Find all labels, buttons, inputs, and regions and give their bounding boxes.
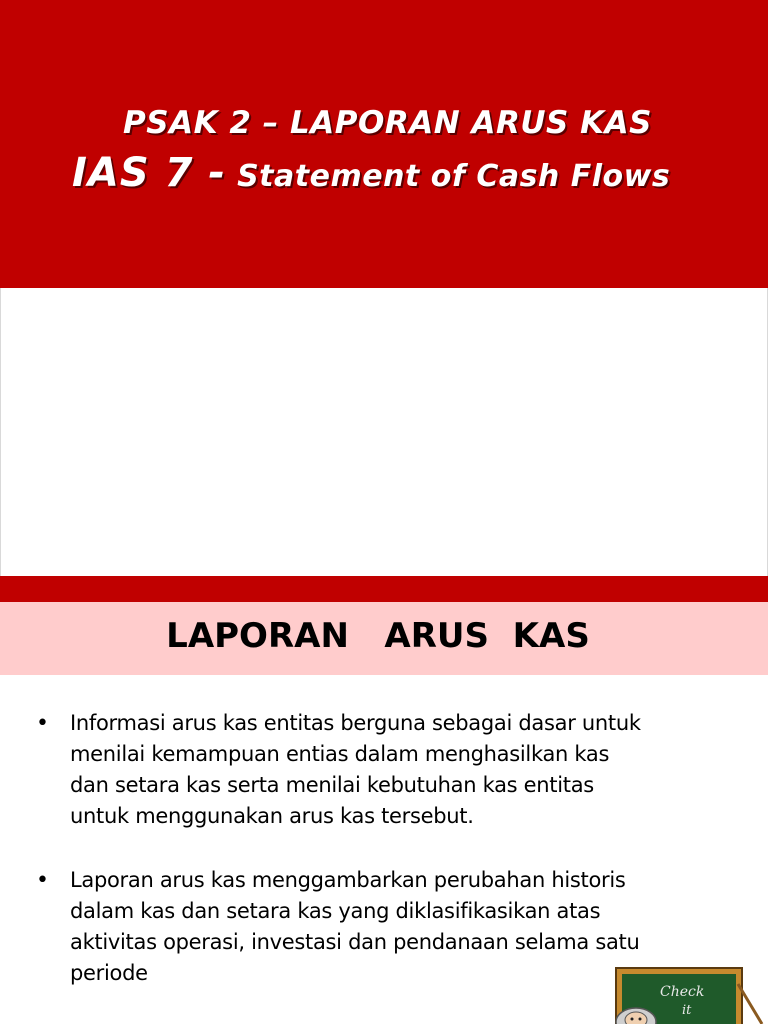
- slide-2-header: [0, 602, 768, 675]
- bullet-line: aktivitas operasi, investasi dan pendanaan selama satu: [70, 930, 640, 954]
- slide-1-content-area: [0, 288, 768, 576]
- title-ias-main: Statement of Cash Flows: [237, 159, 671, 194]
- bullet-list: [36, 708, 656, 1022]
- title-banner: [0, 0, 768, 288]
- bullet-line: periode: [70, 961, 148, 985]
- bullet-line: Informasi arus kas entitas berguna sebagai dasar untuk: [70, 711, 641, 735]
- bullet-dot-icon: •: [36, 868, 49, 893]
- bullet-line: untuk menggunakan arus kas tersebut.: [70, 804, 474, 828]
- board-text-it: it: [682, 1003, 692, 1018]
- slide-title-ias: [72, 150, 670, 196]
- bullet-item: [36, 865, 656, 989]
- bullet-item: [36, 708, 656, 832]
- board-text-check: Check: [660, 984, 705, 1000]
- bullet-line: Laporan arus kas menggambarkan perubahan historis: [70, 868, 626, 892]
- bullet-line: dan setara kas serta menilai kebutuhan kas entitas: [70, 773, 594, 797]
- slide-2: [0, 602, 768, 1024]
- slide-title-psak: PSAK 2 – LAPORAN ARUS KAS: [123, 105, 652, 141]
- bottom-red-bar: [0, 576, 768, 602]
- bullet-line: menilai kemampuan entias dalam menghasilkan kas: [70, 742, 610, 766]
- slide-2-title: LAPORAN ARUS KAS: [166, 616, 590, 656]
- title-ias-prefix: IAS 7 -: [72, 150, 226, 196]
- chalkboard-teacher-icon: [612, 964, 768, 1024]
- bullet-dot-icon: •: [36, 711, 49, 736]
- bullet-line: dalam kas dan setara kas yang diklasifikasikan atas: [70, 899, 601, 923]
